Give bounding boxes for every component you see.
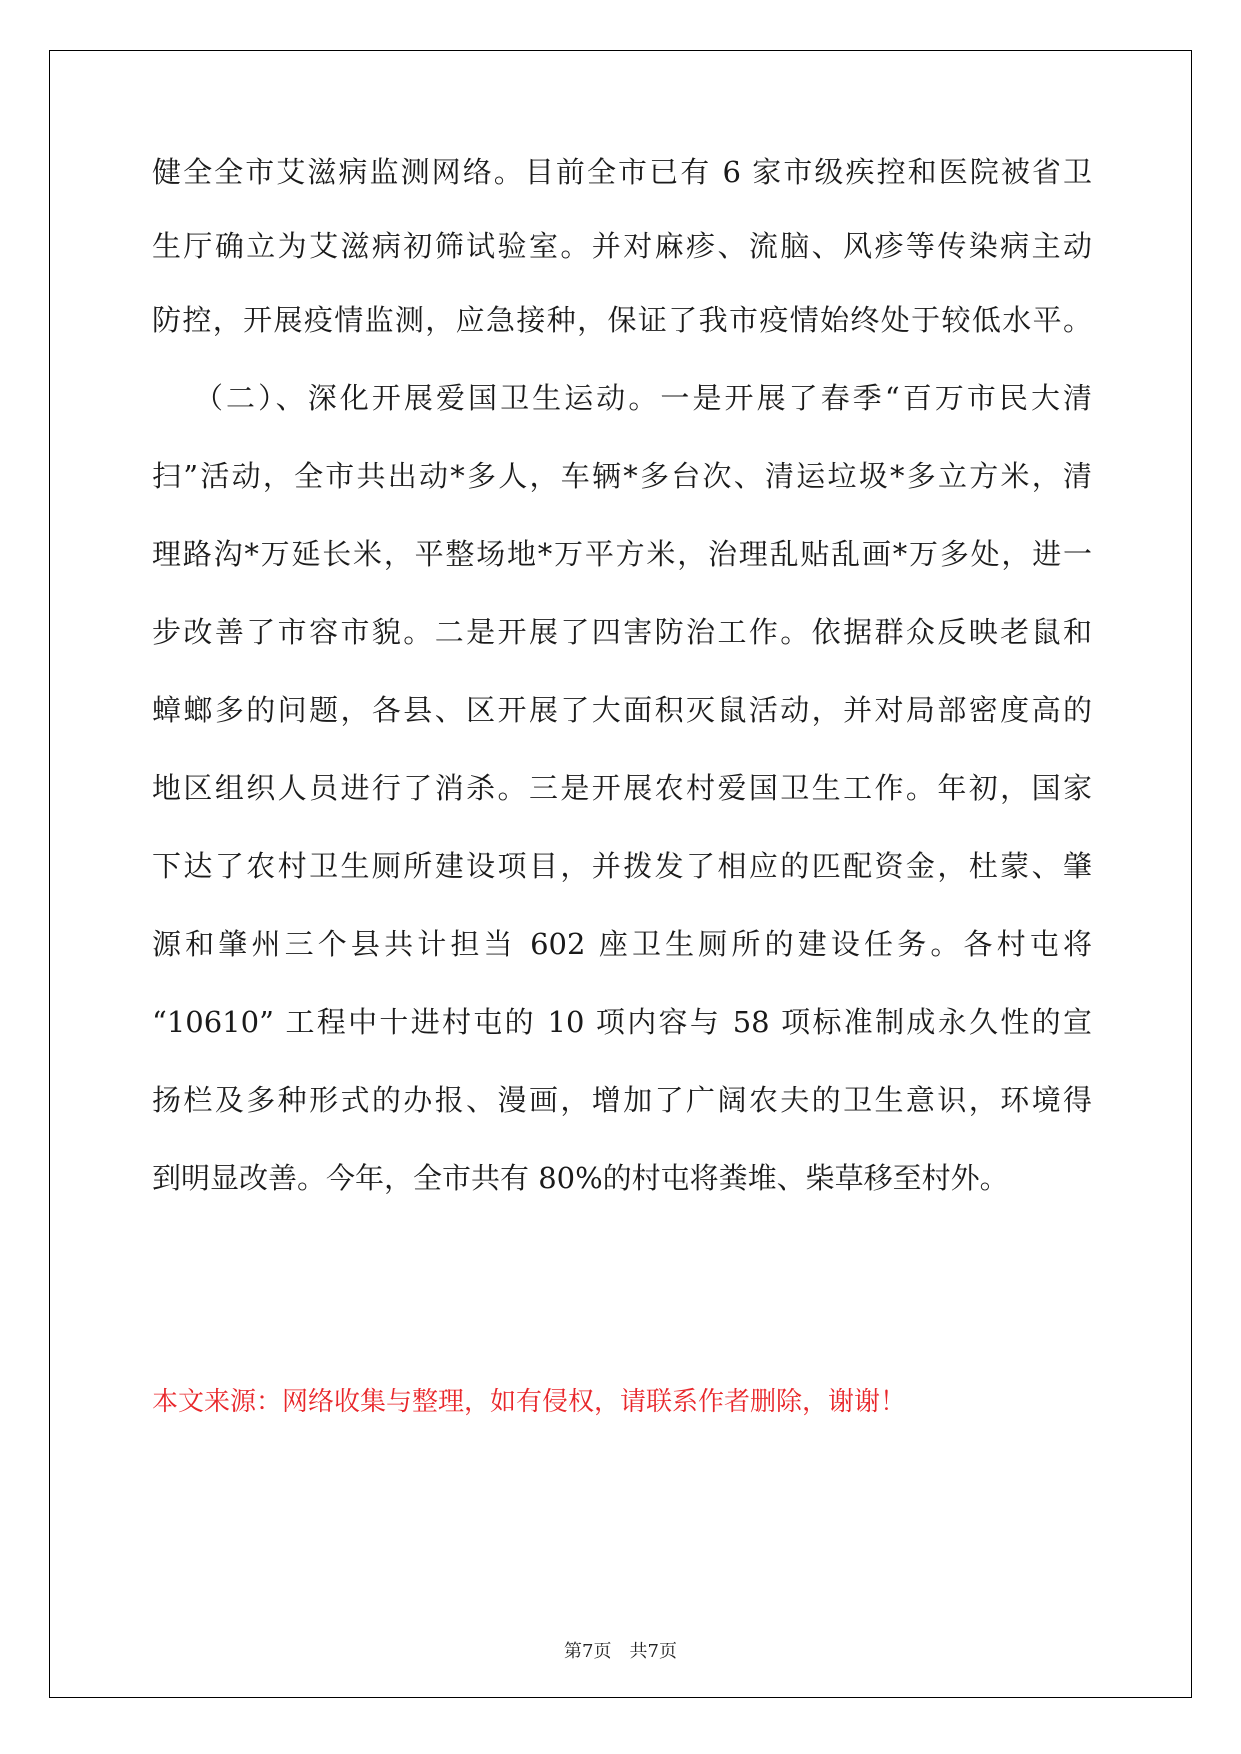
text-line: 理路沟*万延长米，平整场地*万平方米，治理乱贴乱画*万多处，进一	[152, 537, 1092, 571]
text-line: 扬栏及多种形式的办报、漫画，增加了广阔农夫的卫生意识，环境得	[152, 1083, 1092, 1117]
text-line: 下达了农村卫生厕所建设项目，并拨发了相应的匹配资金，杜蒙、肇	[152, 849, 1092, 883]
text-line: 生厅确立为艾滋病初筛试验室。并对麻疹、流脑、风疹等传染病主动	[152, 229, 1092, 263]
page-footer: 第7页 共7页	[564, 1641, 677, 1662]
text-line-last: 到明显改善。今年，全市共有 80%的村屯将粪堆、柴草移至村外。	[152, 1161, 1009, 1195]
text-line: 源和肇州三个县共计担当 602 座卫生厕所的建设任务。各村屯将	[152, 927, 1092, 961]
text-line: 步改善了市容市貌。二是开展了四害防治工作。依据群众反映老鼠和	[152, 615, 1092, 649]
text-line: 防控，开展疫情监测，应急接种，保证了我市疫情始终处于较低水平。	[152, 303, 1092, 337]
text-line: 健全全市艾滋病监测网络。目前全市已有 6 家市级疾控和医院被省卫	[152, 155, 1092, 189]
text-line: 地区组织人员进行了消杀。三是开展农村爱国卫生工作。年初，国家	[152, 771, 1092, 805]
source-note: 本文来源：网络收集与整理，如有侵权，请联系作者删除，谢谢！	[152, 1387, 907, 1417]
text-line: 扫”活动，全市共出动*多人，车辆*多台次、清运垃圾*多立方米，清	[152, 459, 1092, 493]
text-line: （二）、深化开展爱国卫生运动。一是开展了春季“百万市民大清	[194, 381, 1092, 415]
text-line: “10610” 工程中十进村屯的 10 项内容与 58 项标准制成永久性的宣	[152, 1005, 1092, 1039]
text-line: 蟑螂多的问题，各县、区开展了大面积灭鼠活动，并对局部密度高的	[152, 693, 1092, 727]
